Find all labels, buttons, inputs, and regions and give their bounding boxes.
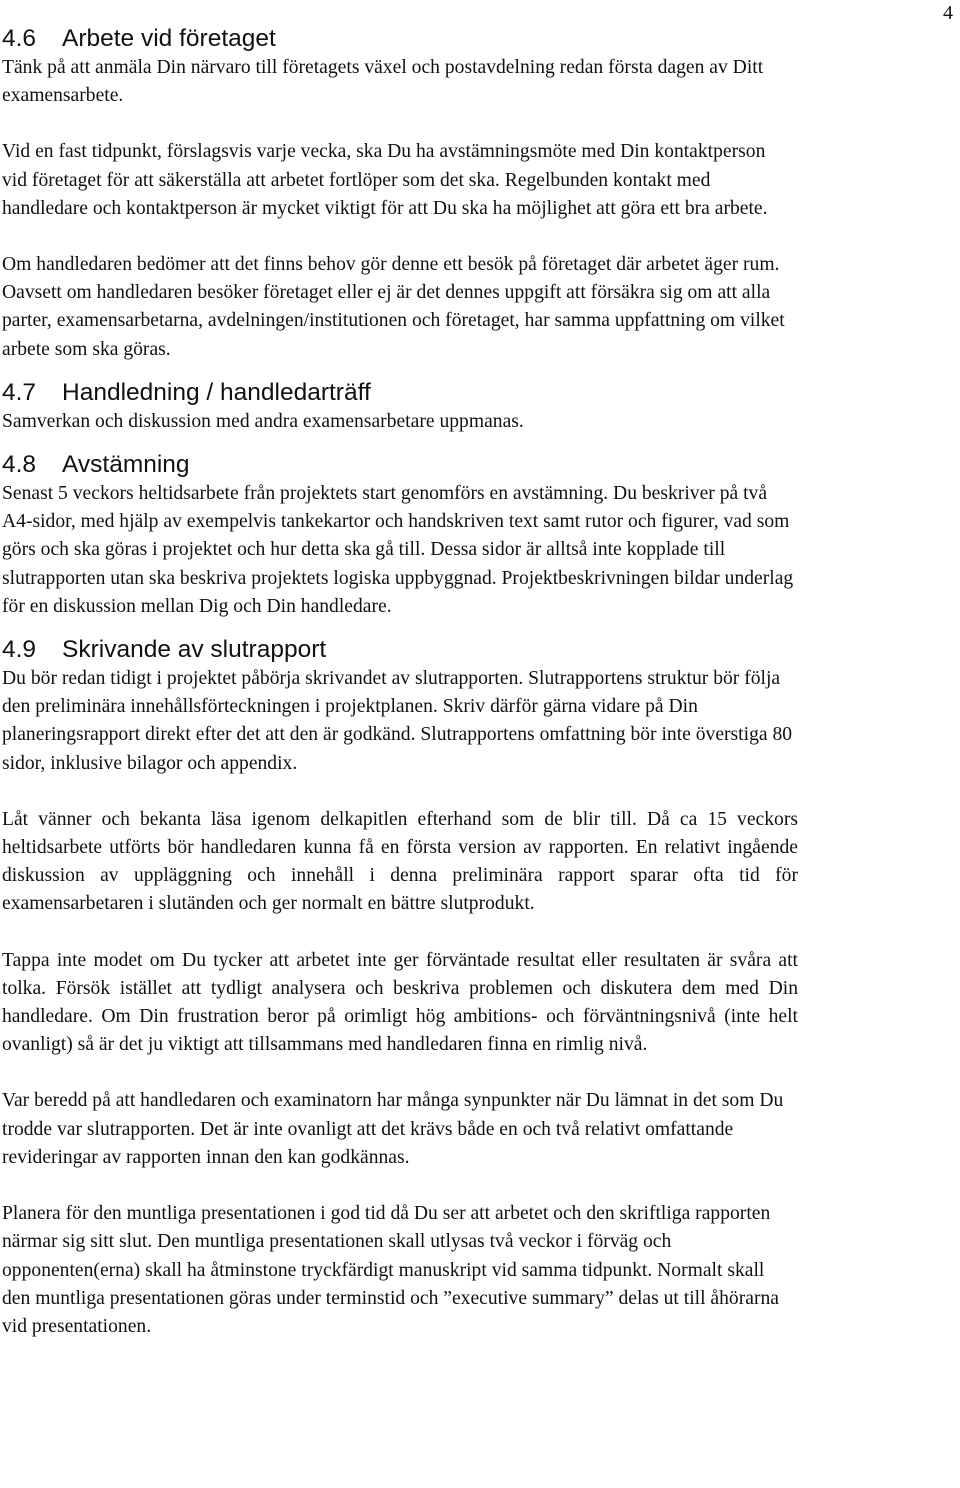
paragraph: Om handledaren bedömer att det finns behov gör denne ett besök på företaget där arbetet äger rum. Oavsett om handledaren besöker företaget eller ej är det dennes uppgift att försäkra sig om att alla parter, examensarbetarna, avdelningen/institutionen och företaget, har samma uppfattning om vilket arbete som ska göras. <box>2 254 785 360</box>
document-body <box>2 24 802 1341</box>
section-number: 4.8 <box>2 451 37 479</box>
section-number: 4.7 <box>2 378 37 406</box>
section-4-7 <box>2 378 802 436</box>
section-heading <box>2 635 802 665</box>
paragraph: Låt vänner och bekanta läsa igenom delkapitlen efterhand som de blir till. Då ca 15 veckors heltidsarbete utförts bör handledaren kunna få en första version av rapporten. En relativt ingående diskussion av uppläggning och innehåll i denna preliminära rapport sparar ofta tid för examensarbetaren i slutänden och ger normalt en bättre slutprodukt. <box>2 808 798 915</box>
section-title: Skrivande av slutrapport <box>62 636 327 664</box>
section-4-6 <box>2 24 802 364</box>
section-title: Arbete vid företaget <box>62 25 276 52</box>
page-number: 4 <box>943 2 953 24</box>
section-number: 4.6 <box>2 25 37 52</box>
paragraph: Du bör redan tidigt i projektet påbörja skrivandet av slutrapporten. Slutrapportens struktur bör följa den preliminära innehållsförteckningen i projektplanen. Skriv därför gärna vidare på Din planeringsrapport direkt efter det att den är godkänd. Slutrapportens omfattning bör inte överstiga 80 sidor, inklusive bilagor och appendix. <box>2 668 793 774</box>
paragraph: Tänk på att anmäla Din närvaro till företagets växel och postavdelning redan första dagen av Ditt examensarbete. <box>2 57 764 107</box>
section-heading <box>2 24 802 54</box>
section-4-8 <box>2 450 802 621</box>
paragraph: Var beredd på att handledaren och examinatorn har många synpunkter när Du lämnat in det som Du trodde var slutrapporten. Det är inte ovanligt att det krävs både en och två relativt omfattande revideringar av rapporten innan den kan godkännas. <box>2 1090 784 1168</box>
paragraph: Tappa inte modet om Du tycker att arbetet inte ger förväntade resultat eller resultaten är svåra att tolka. Försök istället att tydligt analysera och beskriva problemen och diskutera dem med Din handledare. Om Din frustration beror på orimligt hög ambitions- och förväntningsnivå (inte helt ovanligt) så är det ju viktigt att tillsammans med handledaren finna en rimlig nivå. <box>2 949 798 1056</box>
paragraph: Vid en fast tidpunkt, förslagsvis varje vecka, ska Du ha avstämningsmöte med Din kontaktperson vid företaget för att säkerställa att arbetet fortlöper som det ska. Regelbunden kontakt med handledare och kontaktperson är mycket viktigt för att Du ska ha möjlighet att göra ett bra arbete. <box>2 141 768 219</box>
section-title: Handledning / handledarträff <box>62 378 371 406</box>
paragraph: Samverkan och diskussion med andra examensarbetare uppmanas. <box>2 410 524 432</box>
section-number: 4.9 <box>2 636 37 664</box>
section-heading <box>2 378 802 408</box>
paragraph: Planera för den muntliga presentationen i god tid då Du ser att arbetet och den skriftliga rapporten närmar sig sitt slut. Den muntliga presentationen skall utlysas två veckor i förväg och opponenten(erna) skall ha åtminstone tryckfärdigt manuskript vid samma tidpunkt. Normalt skall den muntliga presentationen göras under terminstid och ”executive summary” delas ut till åhörarna vid presentationen. <box>2 1203 779 1337</box>
section-heading <box>2 450 802 480</box>
section-4-9 <box>2 635 802 1341</box>
section-title: Avstämning <box>62 451 190 479</box>
paragraph: Senast 5 veckors heltidsarbete från projektets start genomförs en avstämning. Du beskriver på två A4-sidor, med hjälp av exempelvis tankekartor och handskriven text samt rutor och figurer, vad som görs och ska göras i projektet och hur detta ska gå till. Dessa sidor är alltså inte kopplade till slutrapporten utan ska beskriva projektets logiska uppbyggnad. Projektbeskrivningen bildar underlag för en diskussion mellan Dig och Din handledare. <box>2 483 794 617</box>
